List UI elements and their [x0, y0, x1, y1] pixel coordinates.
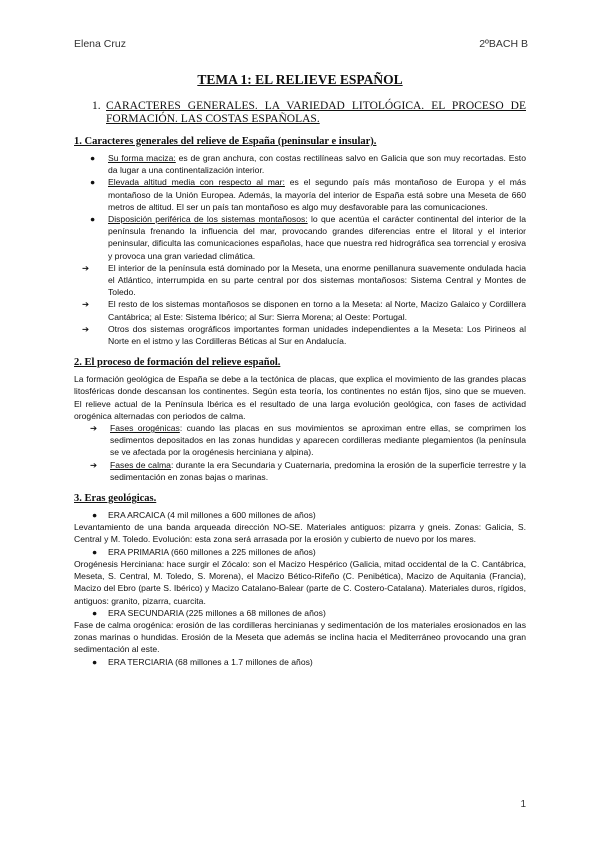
bullet-text: es de gran anchura, con costas rectilíneas salvo en Galicia que son muy recortadas. Esto da lugar a una continentalización interior. — [108, 153, 526, 176]
arrow-icon: ➔ — [90, 423, 98, 434]
arrow-item — [74, 262, 526, 299]
subsection-heading-1: 1. Caracteres generales del relieve de España (peninsular e insular). — [74, 136, 377, 147]
era-title: ● ERA TERCIARIA (68 millones a 1.7 millones de años) — [92, 656, 313, 667]
document-body — [74, 100, 526, 668]
bullet-icon: ● — [90, 177, 96, 188]
bullet-lead: Disposición periférica de los sistemas montañosos: — [108, 214, 308, 225]
arrow-item — [74, 459, 526, 483]
arrow-item — [74, 298, 526, 322]
bullet-text: lo que acentúa el carácter continental del interior de la península frenando la influencia del mar, provocando grandes diferencias entre el litoral y el interior peninsular, dificulta las comunicaciones españolas, hace que nuestra red hidrográfica sea torrencial y erosiva y provoca una gran variedad climática. — [108, 214, 526, 261]
arrow-icon: ➔ — [82, 299, 90, 310]
era-title: ● ERA ARCAICA (4 mil millones a 600 millones de años) — [92, 510, 316, 521]
bullet-lead: Su forma maciza: — [108, 153, 176, 163]
bullet-item — [74, 152, 526, 176]
subsection-heading-3: 3. Eras geológicas. — [74, 493, 157, 505]
arrow-icon: ➔ — [82, 262, 90, 273]
arrow-text: Otros dos sistemas orográficos importantes forman unidades independientes a la Meseta: Los Pirineos al Norte en el istmo y las Cordilleras Béticas al Sur en Andalucía. — [108, 323, 526, 347]
section-number: 1. — [92, 100, 101, 112]
bullet-icon: ● — [90, 153, 96, 163]
header-course: 2ºBACH B — [479, 38, 528, 50]
arrow-lead: Fases de calma — [110, 459, 171, 470]
bullet-text: es el segundo país más montañoso de Europa y el más montañoso de la Unión Europea. Además, la mayoría del interior de España está sobre una Meseta de 660 metros de altitud. El ser un país tan montañoso es algo muy desfavorable para las comunicaciones. — [108, 177, 526, 212]
era-description: Levantamiento de una banda arqueada dirección NO-SE. Materiales antiguos: pizarra y gneis. Zonas: Galicia, S. Central y M. Toledo. Evolución: esta zona será arrasada por la erosión y cubierto de nuevo por los mares. — [74, 522, 526, 545]
page-title: TEMA 1: EL RELIEVE ESPAÑOL — [197, 72, 403, 87]
bullet-item — [74, 213, 526, 262]
bullet-item — [74, 176, 526, 213]
arrow-lead: Fases orogénicas — [110, 423, 180, 434]
era-description: Fase de calma orogénica: erosión de las cordilleras hercinianas y sedimentación de los materiales erosionados en las zonas marinas o hundidas. Erosión de la Meseta que además se inclina hacia el Mediterráneo provocando una gran sedimentación al este. — [74, 619, 526, 655]
arrow-text: : durante la era Secundaria y Cuaternaria, predomina la erosión de la superficie terrestre y la sedimentación en zonas bajas o marinas. — [110, 459, 526, 482]
bullet-icon: ● — [92, 546, 98, 557]
page-number: 1 — [520, 799, 526, 810]
bullet-icon: ● — [92, 607, 98, 618]
era-title: ● ERA SECUNDARIA (225 millones a 68 millones de años) — [92, 607, 326, 618]
arrow-icon: ➔ — [90, 459, 98, 470]
bullet-icon: ● — [92, 510, 98, 521]
bullet-lead: Elevada altitud media con respecto al mar: — [108, 177, 285, 188]
bullet-icon: ● — [90, 214, 96, 225]
era-description: Orogénesis Herciniana: hace surgir el Zócalo: son el Macizo Hespérico (Galicia, mitad occidental de la C. Cantábrica, Meseta, S. Central, M. Toledo, S. Morena), el Macizo Bético-Rifeño (C. Penibética), Macizo de Aquitania (Francia), Macizo del Ebro (parte S. Ibérico) y Macizo Catalano-Balear (parte de C. Costero-Catalana). Materiales duros, rígidos, antiguos: granito, pizarra, cuarcita. — [74, 558, 526, 606]
section-title: CARACTERES GENERALES. LA VARIEDAD LITOLÓGICA. EL PROCESO DE FORMACIÓN. LAS COSTAS ESPAÑOLAS. — [106, 100, 526, 125]
arrow-item — [74, 422, 526, 459]
arrow-text: : cuando las placas en sus movimientos se aproximan entre ellas, se comprimen los sedimentos depositados en las zonas hundidas y aparecen cordilleras mediante plegamientos (la península se ve afectada por la orogénesis herciniana y alpina). — [110, 423, 526, 458]
era-title: ● ERA PRIMARIA (660 millones a 225 millones de años) — [92, 546, 316, 557]
subsection-heading-2: 2. El proceso de formación del relieve español. — [74, 357, 281, 369]
section-heading — [92, 100, 526, 126]
arrow-text: El interior de la península está dominado por la Meseta, una enorme penillanura suavemente ondulada hacia el Atlántico, interrumpida en su parte central por dos sistemas montañosos: Sistema Central y Montes de Toledo. — [108, 262, 526, 298]
arrow-icon: ➔ — [82, 323, 90, 334]
arrow-item — [74, 323, 526, 347]
paragraph: La formación geológica de España se debe a la tectónica de placas, que explica el movimiento de las grandes placas litosféricas donde descansan los continentes. Según esta teoría, los continentes no están fijos, sino que se mueven. El relieve actual de la Península Ibérica es el resultado de una larga evolución geológica, con fases de actividad orogénica alternadas con periodos de calma. — [74, 374, 526, 421]
header-author: Elena Cruz — [74, 38, 126, 50]
bullet-icon: ● — [92, 656, 98, 667]
arrow-text: El resto de los sistemas montañosos se disponen en torno a la Meseta: al Norte, Macizo Galaico y Cordillera Cantábrica; al Este: Sistema Ibérico; al Sur: Sierra Morena; al Oeste: Portugal. — [108, 299, 526, 322]
